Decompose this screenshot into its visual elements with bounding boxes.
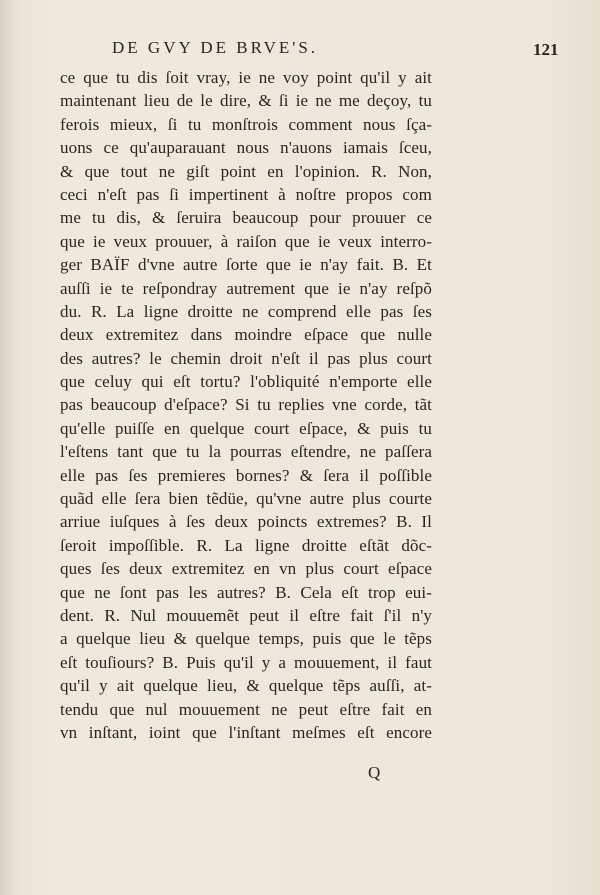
text-line: me tu dis, & ſeruira beaucoup pour prouuer ce [60,208,432,228]
catchword: Q [368,763,381,782]
text-line: vn inſtant, ioint que l'inſtant meſmes eſt encore [60,722,432,742]
text-line: ceci n'eſt pas ſi impertinent à noſtre propos com [60,184,432,204]
text-line: qu'elle puiſſe en quelque court eſpace, & puis tu [60,418,432,438]
text-line: arriue iuſques à ſes deux poincts extremes? B. Il [60,512,432,532]
text-line: l'eſtens tant que tu la pourras eſtendre, ne paſſera [60,442,432,462]
text-line: & que tout ne giſt point en l'opinion. R. Non, [60,161,432,181]
text-line: ger BAÏF d'vne autre ſorte que ie n'ay fait. B. Et [60,255,432,275]
text-line: que celuy qui eſt tortu? l'obliquité n'emporte elle [60,372,432,392]
page-number: 121 [533,40,559,59]
text-line: du. R. La ligne droitte ne comprend elle pas ſes [60,301,432,321]
text-line: ſeroit impoſſible. R. La ligne droitte eſtãt dõc- [60,535,432,555]
text-line: maintenant lieu de le dire, & ſi ie ne me deçoy, tu [60,91,432,111]
text-line: ques ſes deux extremitez en vn plus court eſpace [60,559,432,579]
text-line: ce que tu dis ſoit vray, ie ne voy point qu'il y ait [60,68,432,87]
text-line: pas beaucoup d'eſpace? Si tu replies vne corde, tãt [60,395,432,415]
text-line: ferois mieux, ſi tu monſtrois comment nous ſça- [60,114,432,134]
text-line: deux extremitez dans moindre eſpace que nulle [60,325,432,345]
text-line: elle pas ſes premieres bornes? & ſera il poſſible [60,465,432,485]
text-line: eſt touſiours? B. Puis qu'il y a mouuement, il faut [60,652,432,672]
text-line: quãd elle ſera bien tẽdüe, qu'vne autre plus courte [60,489,432,509]
text-line: uons ce qu'auparauant nous n'auons iamais ſceu, [60,138,432,158]
text-line: que ne ſont pas les autres? B. Cela eſt trop eui- [60,582,432,602]
text-line: dent. R. Nul mouuemẽt peut il eſtre fait ſ'il n'y [60,605,432,625]
body-text [60,66,432,744]
text-line: des autres? le chemin droit n'eſt il pas plus court [60,348,432,368]
text-line: auſſi ie te reſpondray autrement que ie n'ay reſpõ [60,278,432,298]
text-line: a quelque lieu & quelque temps, puis que le tẽps [60,629,432,649]
running-head: DE GVY DE BRVE'S. [112,38,319,57]
text-line: qu'il y ait quelque lieu, & quelque tẽps auſſi, at- [60,676,432,696]
text-line: tendu que nul mouuement ne peut eſtre fait en [60,699,432,719]
text-line: que ie veux prouuer, à raiſon que ie veux interro- [60,231,432,251]
